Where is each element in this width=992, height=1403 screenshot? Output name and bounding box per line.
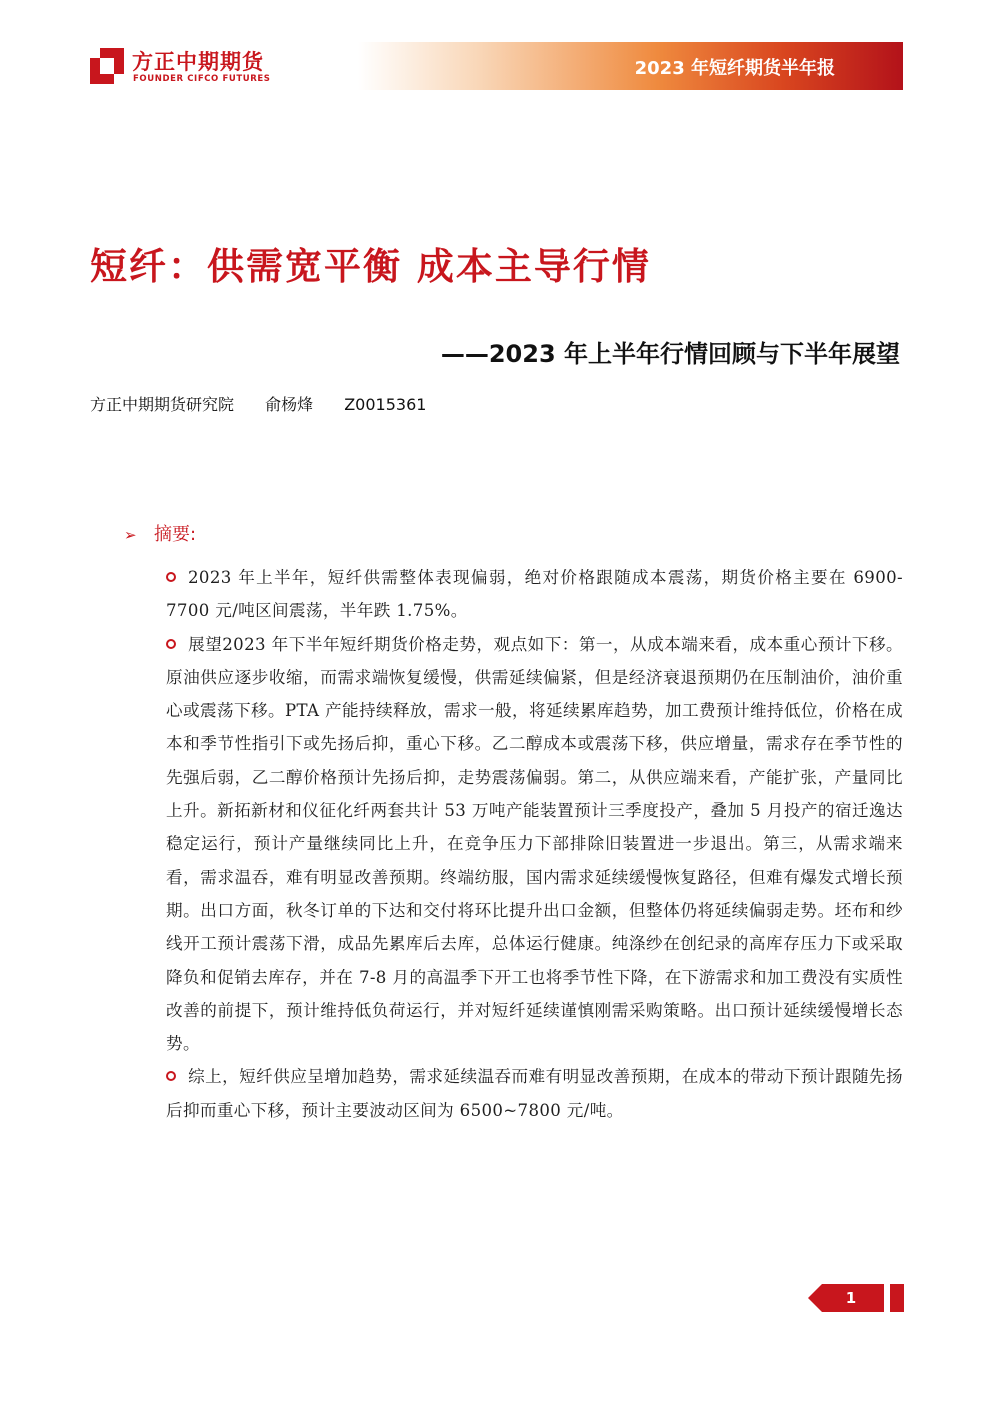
abstract-paragraph-text: 展望2023 年下半年短纤期货价格走势，观点如下：第一，从成本端来看，成本重心预计下移。原油供应逐步收缩，而需求端恢复缓慢，供需延续偏紧，但是经济衰退预期仍在压制油价，油价重心或震荡下移。PTA 产能持续释放，需求一般，将延续累库趋势，加工费预计维持低位，价格在成本和季节性指引下或先扬后抑，重心下移。乙二醇成本或震荡下移，供应增量，需求存在季节性的先强后弱，乙二醇价格预计先扬后抑，走势震荡偏弱。第二，从供应端来看，产能扩张，产量同比上升。新拓新材和仪征化纤两套共计 53 万吨产能装置预计三季度投产，叠加 5 月投产的宿迁逸达稳定运行，预计产量继续同比上升，在竞争压力下部排除旧装置进一步退出。第三，从需求端来看，需求温吞，难有明显改善预期。终端纺服，国内需求延续缓慢恢复路径，但难有爆发式增长预期。出口方面，秋冬订单的下达和交付将环比提升出口金额，但整体仍将延续偏弱走势。坯布和纱线开工预计震荡下滑，成品先累库后去库，总体运行健康。纯涤纱在创纪录的高库存压力下或采取降负和促销去库存，并在 7-8 月的高温季下开工也将季节性下降，在下游需求和加工费没有实质性改善的前提下，预计维持低负荷运行，并对短纤延续谨慎刚需采购策略。出口预计延续缓慢增长态势。 bbox=[166, 634, 903, 1054]
page-number: 1 bbox=[845, 1289, 857, 1307]
analyst-name: 俞杨烽 bbox=[265, 395, 314, 414]
institute-name: 方正中期期货研究院 bbox=[90, 395, 235, 414]
logo-english-name: FOUNDER CIFCO FUTURES bbox=[133, 74, 271, 84]
abstract-paragraph-text: 2023 年上半年，短纤供需整体表现偏弱，绝对价格跟随成本震荡，期货价格主要在 6900-7700 元/吨区间震荡，半年跌 1.75%。 bbox=[166, 568, 903, 621]
page-number-bar bbox=[890, 1284, 904, 1312]
logo-mark-icon bbox=[90, 48, 124, 84]
abstract-paragraph bbox=[166, 628, 903, 1061]
circle-bullet-icon bbox=[166, 572, 176, 582]
report-subtitle: ——2023 年上半年行情回顾与下半年展望 bbox=[440, 340, 900, 368]
page-header bbox=[88, 40, 903, 92]
author-line bbox=[90, 392, 452, 415]
arrow-bullet-icon: ➢ bbox=[124, 526, 137, 544]
abstract-heading-text: 摘要: bbox=[154, 524, 197, 545]
logo-chinese-name: 方正中期期货 bbox=[132, 50, 264, 74]
abstract-paragraph-text: 综上，短纤供应呈增加趋势，需求延续温吞而难有明显改善预期，在成本的带动下预计跟随先扬后抑而重心下移，预计主要波动区间为 6500~7800 元/吨。 bbox=[166, 1067, 903, 1120]
license-number: Z0015361 bbox=[344, 395, 427, 414]
abstract-body bbox=[166, 561, 903, 1127]
report-title: 短纤：供需宽平衡 成本主导行情 bbox=[90, 245, 651, 288]
page-number-tag bbox=[808, 1284, 904, 1312]
circle-bullet-icon bbox=[166, 639, 176, 649]
company-logo bbox=[88, 40, 288, 92]
circle-bullet-icon bbox=[166, 1071, 176, 1081]
abstract-paragraph bbox=[166, 1060, 903, 1127]
abstract-paragraph bbox=[166, 561, 903, 628]
abstract-heading bbox=[124, 520, 196, 544]
report-label: 2023 年短纤期货半年报 bbox=[634, 58, 835, 79]
header-banner bbox=[358, 42, 903, 90]
